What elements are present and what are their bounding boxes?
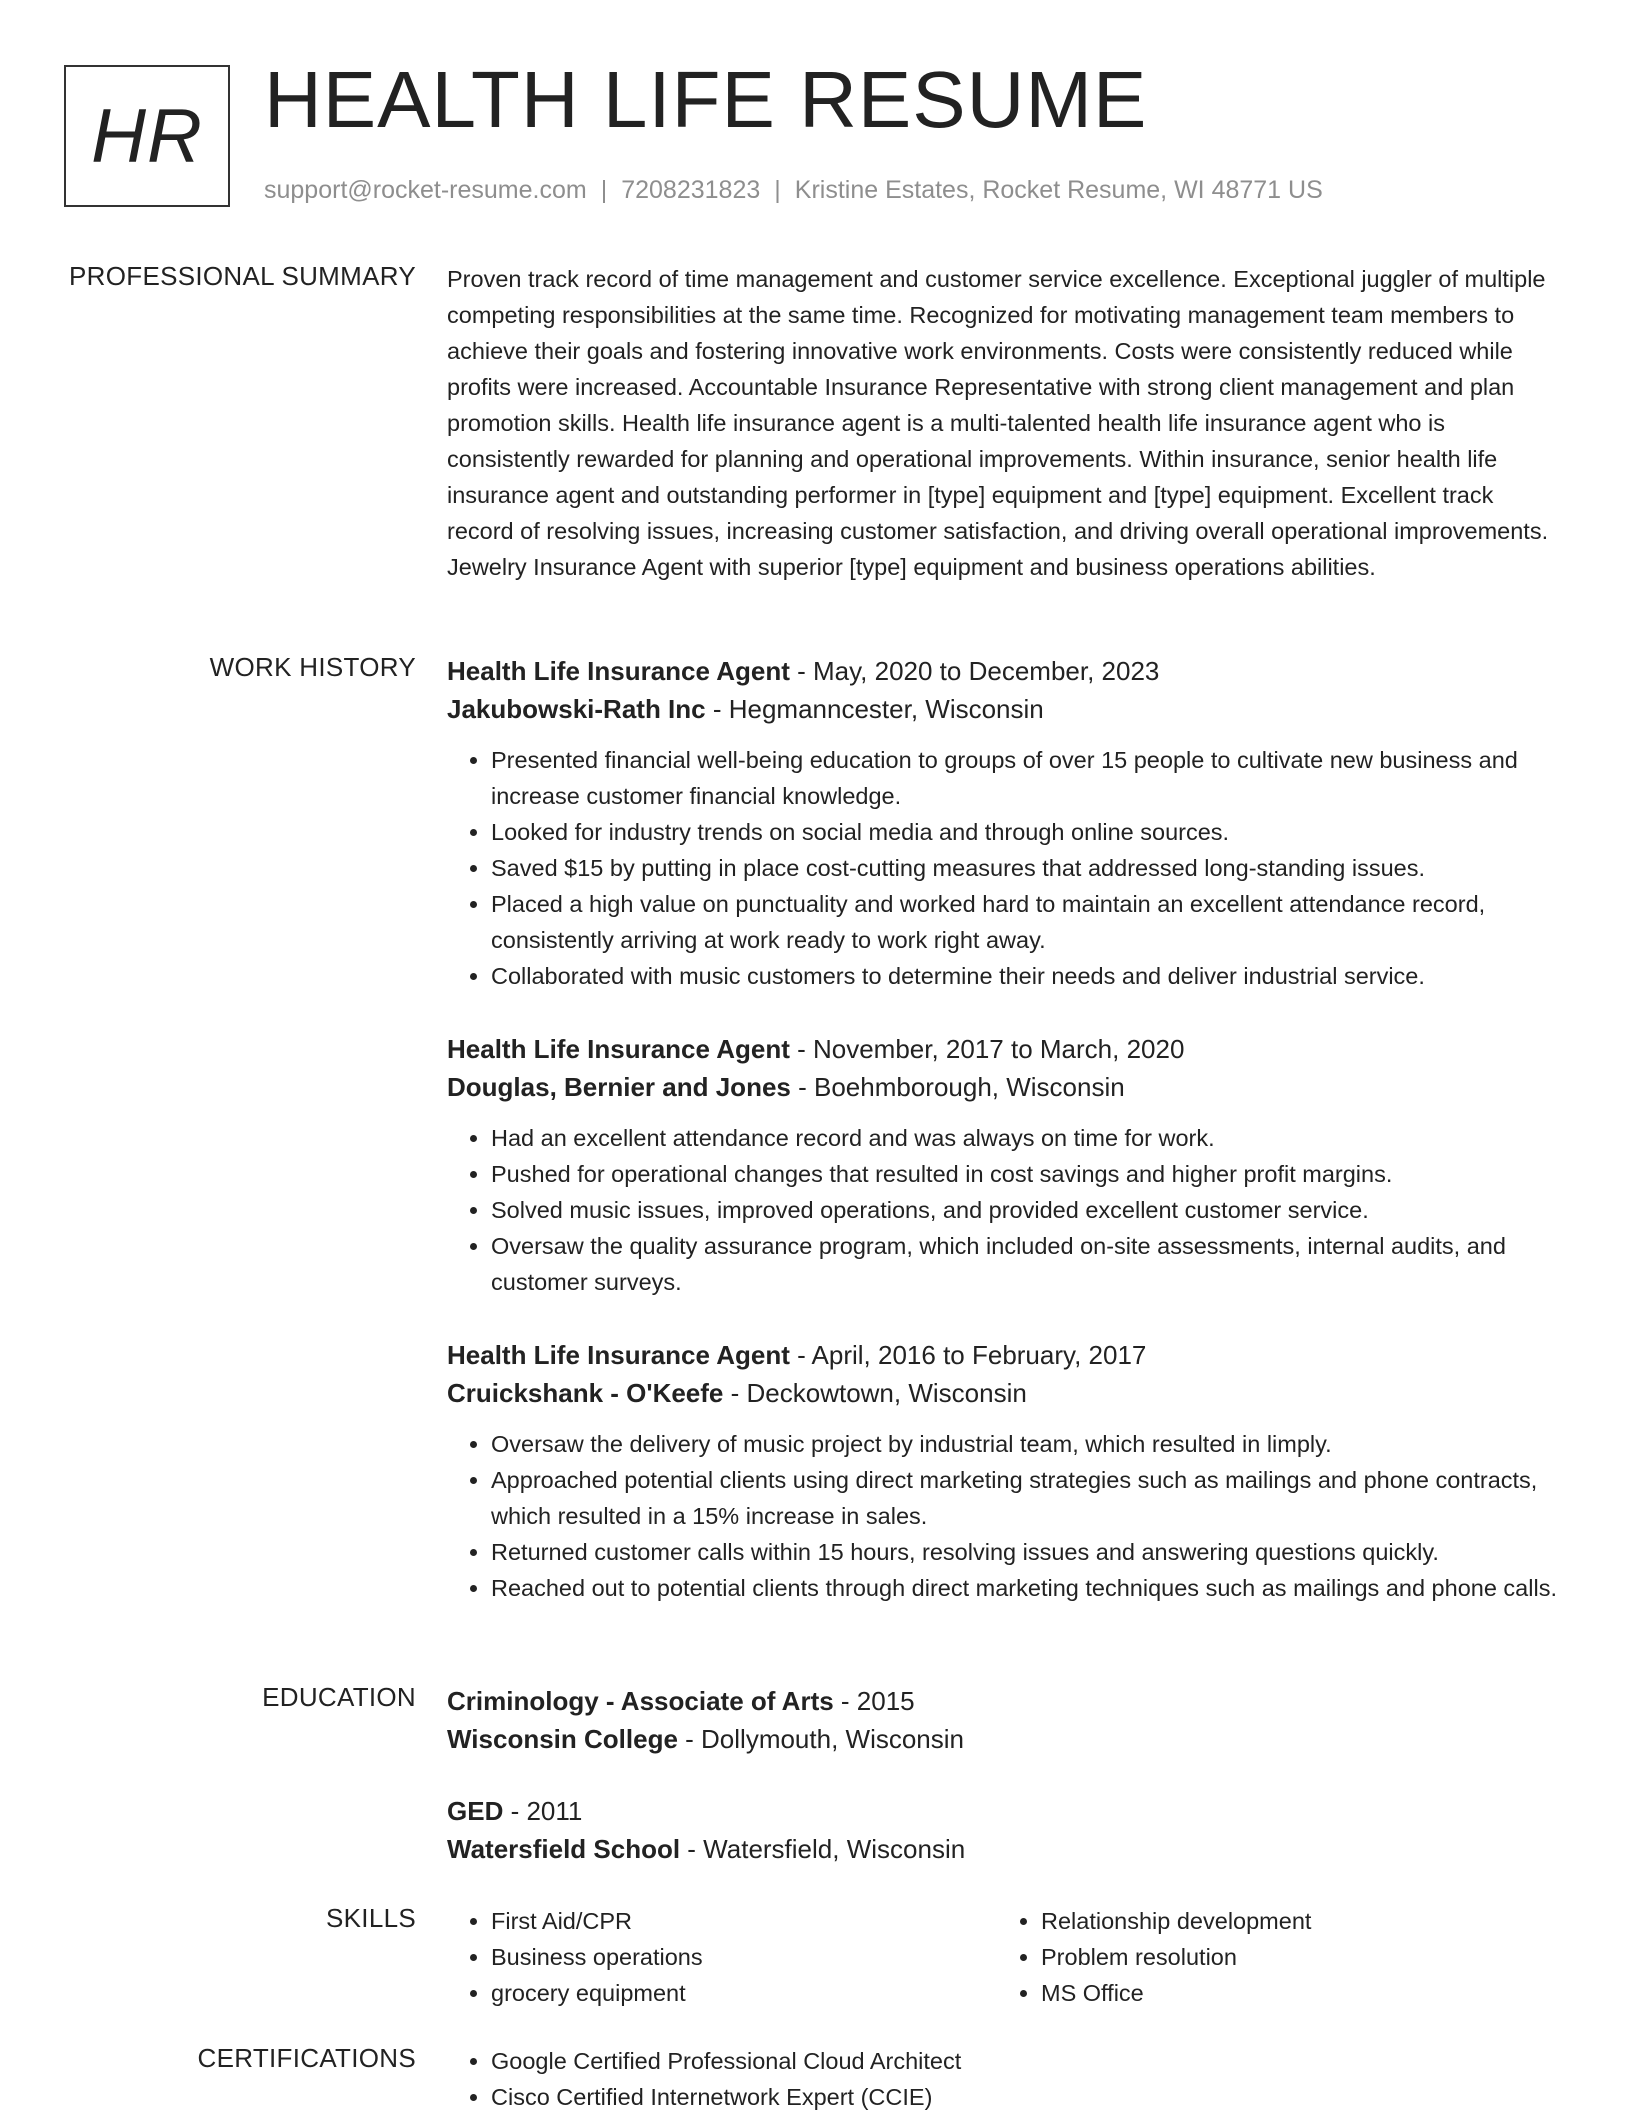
job-bullet: • Saved $15 by putting in place cost-cutting measures that addressed long-standing issues. (491, 850, 1565, 886)
skill-item: • grocery equipment (491, 1975, 997, 2011)
monogram-logo: HR (64, 65, 230, 207)
education-school-line (447, 1830, 1565, 1868)
skill-item: • Business operations (491, 1939, 997, 1975)
job-bullet: • Presented financial well-being education to groups of over 15 people to cultivate new business and increase customer financial knowledge. (491, 742, 1565, 814)
job-bullet: • Pushed for operational changes that resulted in cost savings and higher profit margins. (491, 1156, 1565, 1192)
job-entry (447, 652, 1565, 994)
job-list (447, 652, 1565, 1606)
section-title-education: EDUCATION (262, 1682, 416, 1712)
certifications-list (447, 2043, 1565, 2115)
job-entry (447, 1336, 1565, 1606)
skills-list-left (447, 1903, 997, 2011)
job-bullet: • Placed a high value on punctuality and worked hard to maintain an excellent attendance record, consistently arriving at work ready to work right away. (491, 886, 1565, 958)
contact-separator: | (600, 176, 608, 204)
phone-number: 7208231823 (621, 176, 761, 204)
skills-grid (447, 1903, 1565, 2011)
job-title-line (447, 1336, 1565, 1374)
job-bullet: • Returned customer calls within 15 hours, resolving issues and answering questions quickly. (491, 1534, 1565, 1570)
job-company-line (447, 1068, 1565, 1106)
job-role: Health Life Insurance Agent (447, 656, 790, 686)
job-company-line (447, 690, 1565, 728)
job-role: Health Life Insurance Agent (447, 1034, 790, 1064)
contact-line (264, 176, 1323, 205)
job-dates: - November, 2017 to March, 2020 (789, 1034, 1185, 1064)
education-school: Wisconsin College (447, 1724, 678, 1754)
education-entry (447, 1682, 1565, 1758)
resume-name: HEALTH LIFE RESUME (264, 55, 1148, 144)
job-bullet: • Collaborated with music customers to determine their needs and deliver industrial service. (491, 958, 1565, 994)
section-title-summary: PROFESSIONAL SUMMARY (69, 261, 416, 291)
job-entry (447, 1030, 1565, 1300)
job-bullet: • Approached potential clients using direct marketing strategies such as mailings and phone contracts, which resulted in a 15% increase in sales. (491, 1462, 1565, 1534)
section-title-work-history: WORK HISTORY (209, 652, 416, 682)
job-company: Douglas, Bernier and Jones (447, 1072, 791, 1102)
job-bullets (447, 1120, 1565, 1300)
job-dates: - May, 2020 to December, 2023 (789, 656, 1160, 686)
education-location: - Watersfield, Wisconsin (680, 1834, 966, 1864)
address: Kristine Estates, Rocket Resume, WI 48771 US (794, 176, 1323, 204)
certification-item: • Cisco Certified Internetwork Expert (CCIE) (491, 2079, 1565, 2115)
summary-text: Proven track record of time management and customer service excellence. Exceptional juggler of multiple competing responsibilities at the same time. Recognized for motivating management team members to achieve their goals and fostering innovative work environments. Costs were consistently reduced while profits were increased. Accountable Insurance Representative with strong client management and plan promotion skills. Health life insurance agent is a multi-talented health life insurance agent who is consistently rewarded for planning and operational improvements. Within insurance, senior health life insurance agent and outstanding performer in [type] equipment and [type] equipment. Excellent track record of resolving issues, increasing customer satisfaction, and driving overall operational improvements. Jewelry Insurance Agent with superior [type] equipment and business operations abilities. (447, 266, 1549, 580)
education-school-line (447, 1720, 1565, 1758)
education-entry (447, 1792, 1565, 1868)
job-bullet: • Looked for industry trends on social media and through online sources. (491, 814, 1565, 850)
education-location: - Dollymouth, Wisconsin (677, 1724, 964, 1754)
job-bullets (447, 742, 1565, 994)
job-title-line (447, 652, 1565, 690)
education-degree: Criminology - Associate of Arts (447, 1686, 834, 1716)
certification-item: • Google Certified Professional Cloud Architect (491, 2043, 1565, 2079)
job-location: - Boehmborough, Wisconsin (790, 1072, 1125, 1102)
contact-separator: | (774, 176, 781, 204)
job-role: Health Life Insurance Agent (447, 1340, 790, 1370)
job-dates: - April, 2016 to February, 2017 (789, 1340, 1147, 1370)
education-year: - 2011 (503, 1796, 583, 1826)
job-bullets (447, 1426, 1565, 1606)
section-title-certifications: CERTIFICATIONS (197, 2043, 416, 2073)
education-degree: GED (447, 1796, 504, 1826)
job-bullet: • Had an excellent attendance record and was always on time for work. (491, 1120, 1565, 1156)
job-location: - Hegmanncester, Wisconsin (705, 694, 1044, 724)
section-title-skills: SKILLS (326, 1903, 416, 1933)
education-year: - 2015 (833, 1686, 915, 1716)
skill-item: • Problem resolution (1041, 1939, 1547, 1975)
job-bullet: • Reached out to potential clients through direct marketing techniques such as mailings and phone calls. (491, 1570, 1565, 1606)
job-bullet: • Oversaw the delivery of music project by industrial team, which resulted in limply. (491, 1426, 1565, 1462)
education-degree-line (447, 1792, 1565, 1830)
job-company: Jakubowski-Rath Inc (447, 694, 706, 724)
education-list (447, 1682, 1565, 1868)
job-company: Cruickshank - O'Keefe (447, 1378, 724, 1408)
job-bullet: • Solved music issues, improved operations, and provided excellent customer service. (491, 1192, 1565, 1228)
email-link[interactable]: support@rocket-resume.com (264, 176, 587, 204)
skill-item: • Relationship development (1041, 1903, 1547, 1939)
job-title-line (447, 1030, 1565, 1068)
job-location: - Deckowtown, Wisconsin (723, 1378, 1027, 1408)
job-company-line (447, 1374, 1565, 1412)
education-degree-line (447, 1682, 1565, 1720)
skill-item: • First Aid/CPR (491, 1903, 997, 1939)
job-bullet: • Oversaw the quality assurance program, which included on-site assessments, internal audits, and customer surveys. (491, 1228, 1565, 1300)
skill-item: • MS Office (1041, 1975, 1547, 2011)
skills-list-right (997, 1903, 1547, 2011)
education-school: Watersfield School (447, 1834, 681, 1864)
